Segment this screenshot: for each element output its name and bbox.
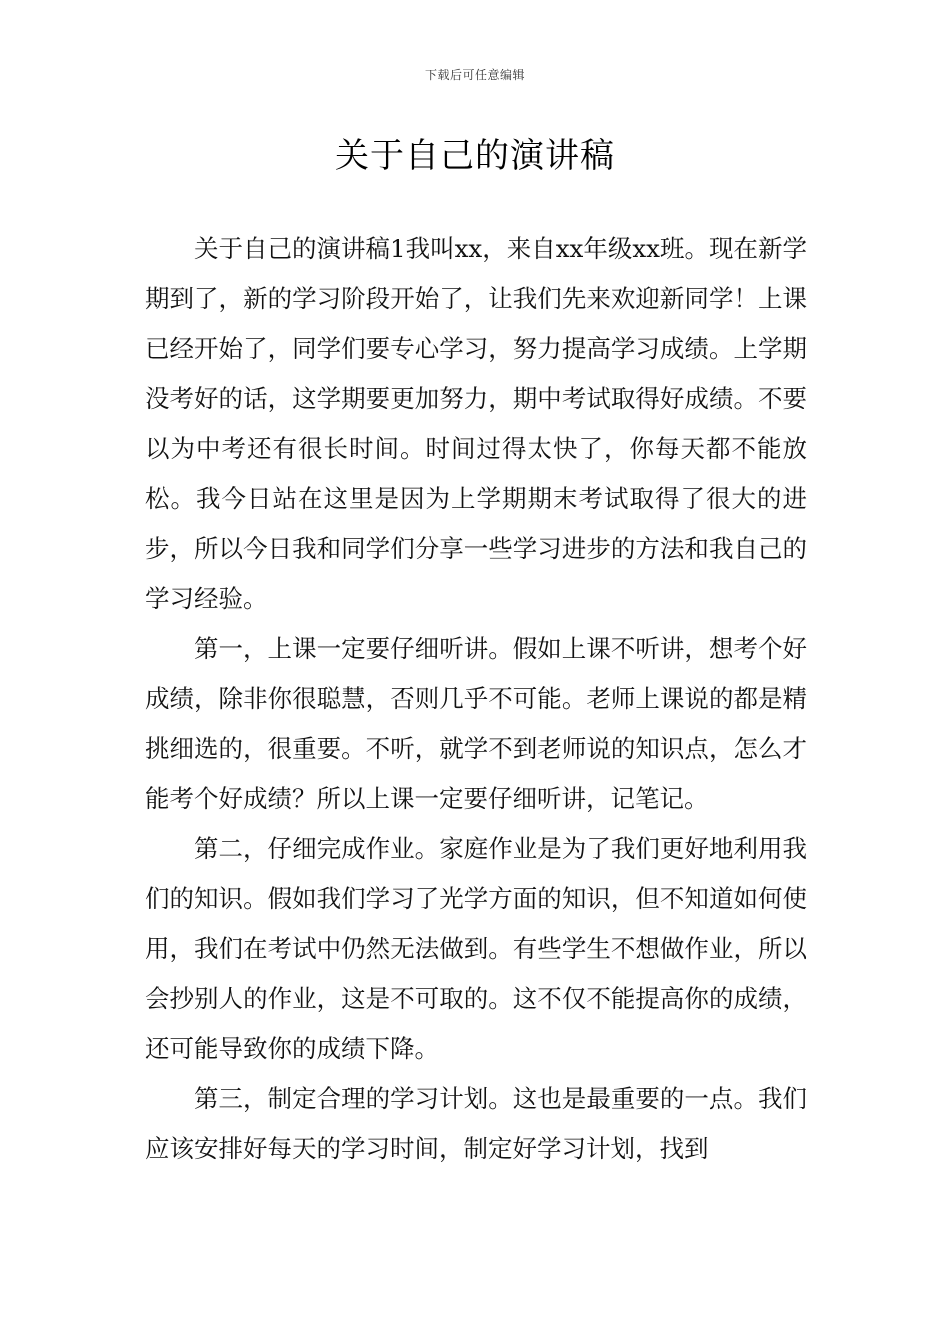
paragraph-first-point: 第一，上课一定要仔细听讲。假如上课不听讲，想考个好成绩，除非你很聪慧，否则几乎不可能。老师上课说的都是精挑细选的，很重要。不听，就学不到老师说的知识点，怎么才能考个好成绩？所以上课一定要仔细听讲，记笔记。 [145, 634, 807, 813]
paragraph-second-point: 第二，仔细完成作业。家庭作业是为了我们更好地利用我们的知识。假如我们学习了光学方面的知识，但不知道如何使用，我们在考试中仍然无法做到。有些学生不想做作业，所以会抄别人的作业，这是不可取的。这不仅不能提高你的成绩，还可能导致你的成绩下降。 [145, 834, 807, 1063]
paragraph-third-point: 第三，制定合理的学习计划。这也是最重要的一点。我们应该安排好每天的学习时间，制定好学习计划，找到 [145, 1084, 807, 1163]
document-title: 关于自己的演讲稿 [335, 136, 615, 176]
document-body [145, 224, 807, 1174]
paragraph-intro: 关于自己的演讲稿1我叫xx，来自xx年级xx班。现在新学期到了，新的学习阶段开始了，让我们先来欢迎新同学！上课已经开始了，同学们要专心学习，努力提高学习成绩。上学期没考好的话，这学期要更加努力，期中考试取得好成绩。不要以为中考还有很长时间。时间过得太快了，你每天都不能放松。我今日站在这里是因为上学期期末考试取得了很大的进步，所以今日我和同学们分享一些学习进步的方法和我自己的学习经验。 [145, 234, 807, 613]
header-note: 下载后可任意编辑 [424, 68, 525, 82]
